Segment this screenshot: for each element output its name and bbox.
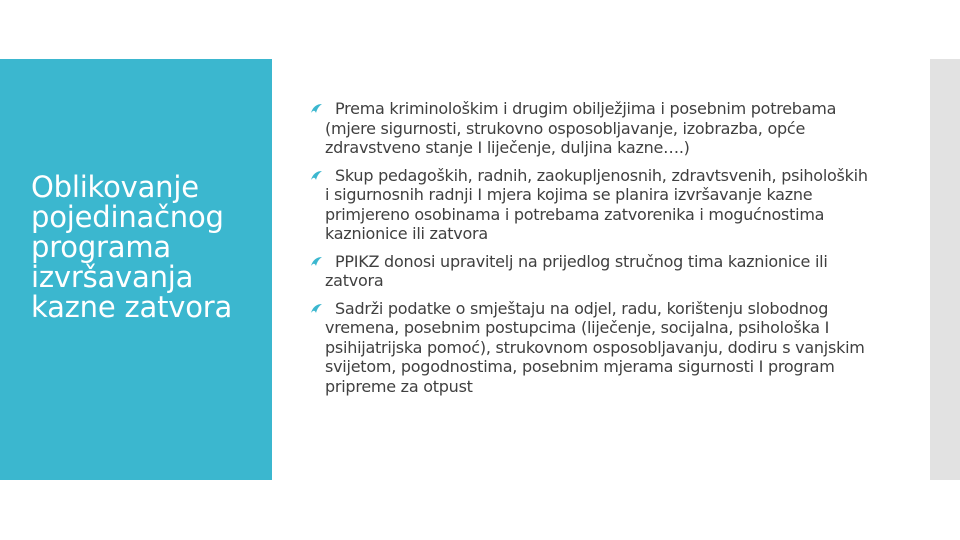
swirl-bullet-icon [310,169,323,182]
slide-title: Oblikovanje pojedinačnog programa izvršavanja kazne zatvora [31,170,233,324]
bullet-text: Skup pedagoških, radnih, zaokupljenosnih, zdravtsvenih, psiholoških i sigurnosnih radnji I mjera kojima se planira izvršavanje kazne primjereno osobinama i potrebama zatvorenika i mogućnostima kaznionice ili zatvora [325,165,868,243]
bullet-text: Sadrži podatke o smještaju na odjel, radu, korištenju slobodnog vremena, posebnim postupcima (liječenje, socijalna, psihološka I psihijatrijska pomoć), strukovnom osposobljavanju, dodiru s vanjskim svijetom, pogodnostima, posebnim mjerama sigurnosti I program pripreme za otpust [325,298,865,396]
bullet-list [310,99,875,404]
bullet-item [310,252,875,291]
swirl-bullet-icon [310,255,323,268]
bullet-text: Prema kriminološkim i drugim obilježjima i posebnim potrebama (mjere sigurnosti, strukovno osposobljavanje, izobrazba, opće zdravstveno stanje I liječenje, duljina kazne….) [325,99,837,157]
bullet-item [310,299,875,397]
bullet-item [310,99,875,158]
right-accent-strip [930,59,960,480]
bullet-text: PPIKZ donosi upravitelj na prijedlog stručnog tima kaznionice ili zatvora [325,251,828,290]
swirl-bullet-icon [310,102,323,115]
swirl-bullet-icon [310,302,323,315]
bullet-item [310,166,875,244]
